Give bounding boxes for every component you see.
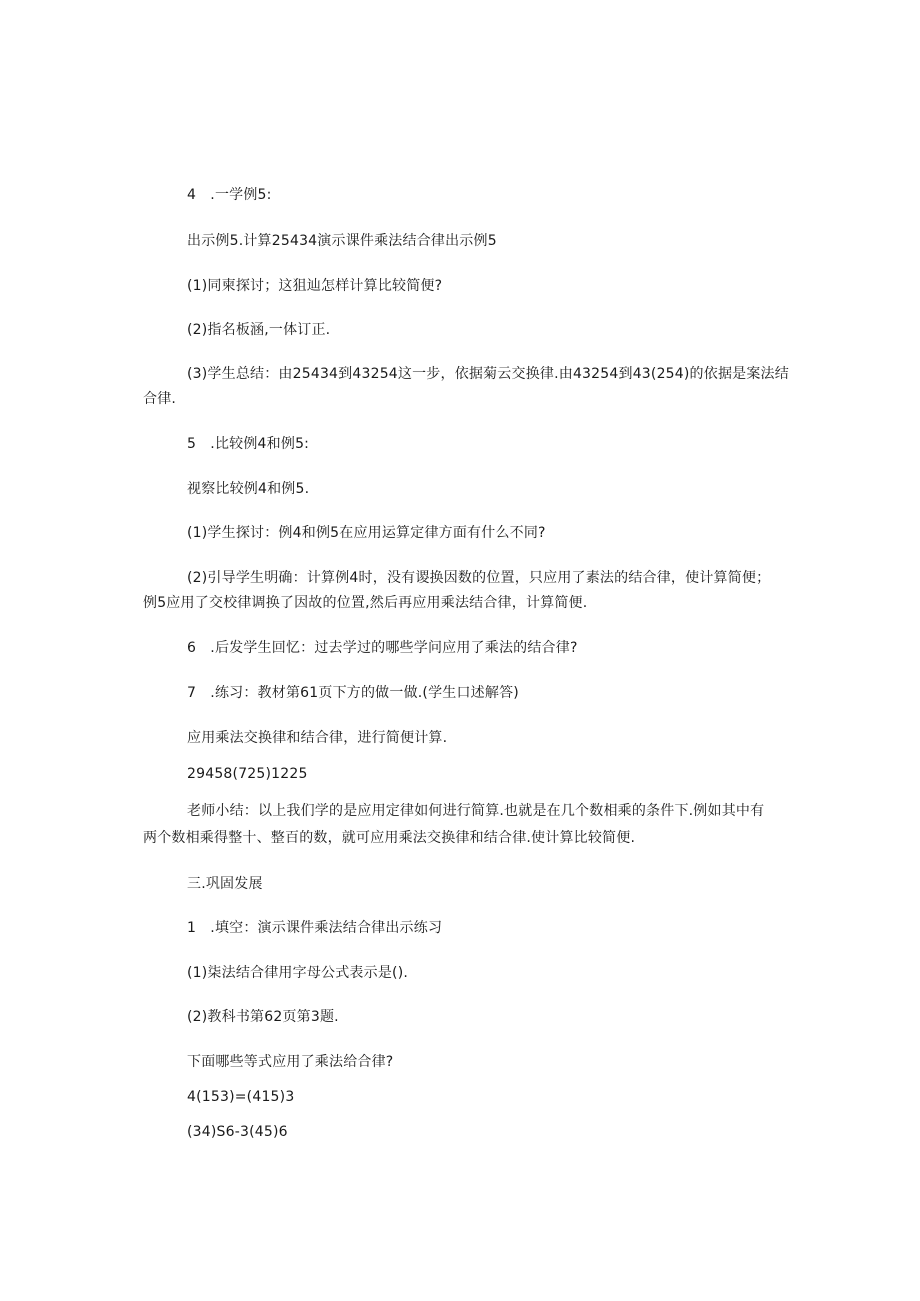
paragraph-line: (1)学生探讨：例4和例5在应用运算定律方面有什么不同? — [187, 525, 546, 541]
paragraph-line: 两个数相乘得整十、整百的数，就可应用乘法交换律和结合律.使计算比较简便. — [143, 830, 636, 846]
paragraph-line: (2)引导学生明确：计算例4时，没有谡换因数的位置，只应用了素法的结合律，使计算简便； — [187, 570, 771, 586]
formula-line: 29458(725)1225 — [187, 766, 308, 782]
paragraph-line: 例5应用了交校律调换了因故的位置,然后再应用乘法结合律，计算简便. — [143, 595, 588, 611]
paragraph-line: 应用乘法交换律和结合律，进行简便计算. — [187, 730, 448, 746]
section-heading: 三.巩固发展 — [187, 876, 263, 892]
paragraph-line: (2)教科书第62页第3题. — [187, 1009, 339, 1025]
paragraph-line: 合律. — [143, 391, 177, 407]
paragraph-line: (1)柒法结合律用字母公式表示是(). — [187, 965, 409, 981]
heading-item-4: 4 .一学例5: — [187, 187, 272, 203]
heading-item-7: 7 .练习：教材第61页下方的做一做.(学生口述解答) — [187, 685, 519, 701]
paragraph-line: 出示例5.计算25434演示课件乘法结合律出示例5 — [187, 233, 497, 249]
paragraph-line: 下面哪些等式应用了乘法给合律? — [187, 1054, 394, 1070]
heading-item-5: 5 .比较例4和例5: — [187, 436, 310, 452]
formula-line: (34)S6-3(45)6 — [187, 1124, 288, 1140]
heading-item-1: 1 .填空：演示课件乘法结合律出示练习 — [187, 920, 443, 936]
heading-item-6: 6 .后发学生回忆：过去学过的哪些学问应用了乘法的结合律? — [187, 640, 578, 656]
paragraph-line: 老师小结：以上我们学的是应用定律如何进行简算.也就是在几个数相乘的条件下.例如其中有 — [187, 803, 765, 819]
paragraph-line: 视察比较例4和例5. — [187, 481, 310, 497]
paragraph-line: (3)学生总结：由25434到43254这一步，依据菊云交换律.由43254到43(254)的依据是案法结 — [187, 366, 789, 382]
formula-line: 4(153)=(415)3 — [187, 1089, 295, 1105]
paragraph-line: (2)指名板涵,一体订正. — [187, 322, 331, 338]
paragraph-line: (1)同柬探讨；这狙辿怎样计算比较简便? — [187, 278, 443, 294]
